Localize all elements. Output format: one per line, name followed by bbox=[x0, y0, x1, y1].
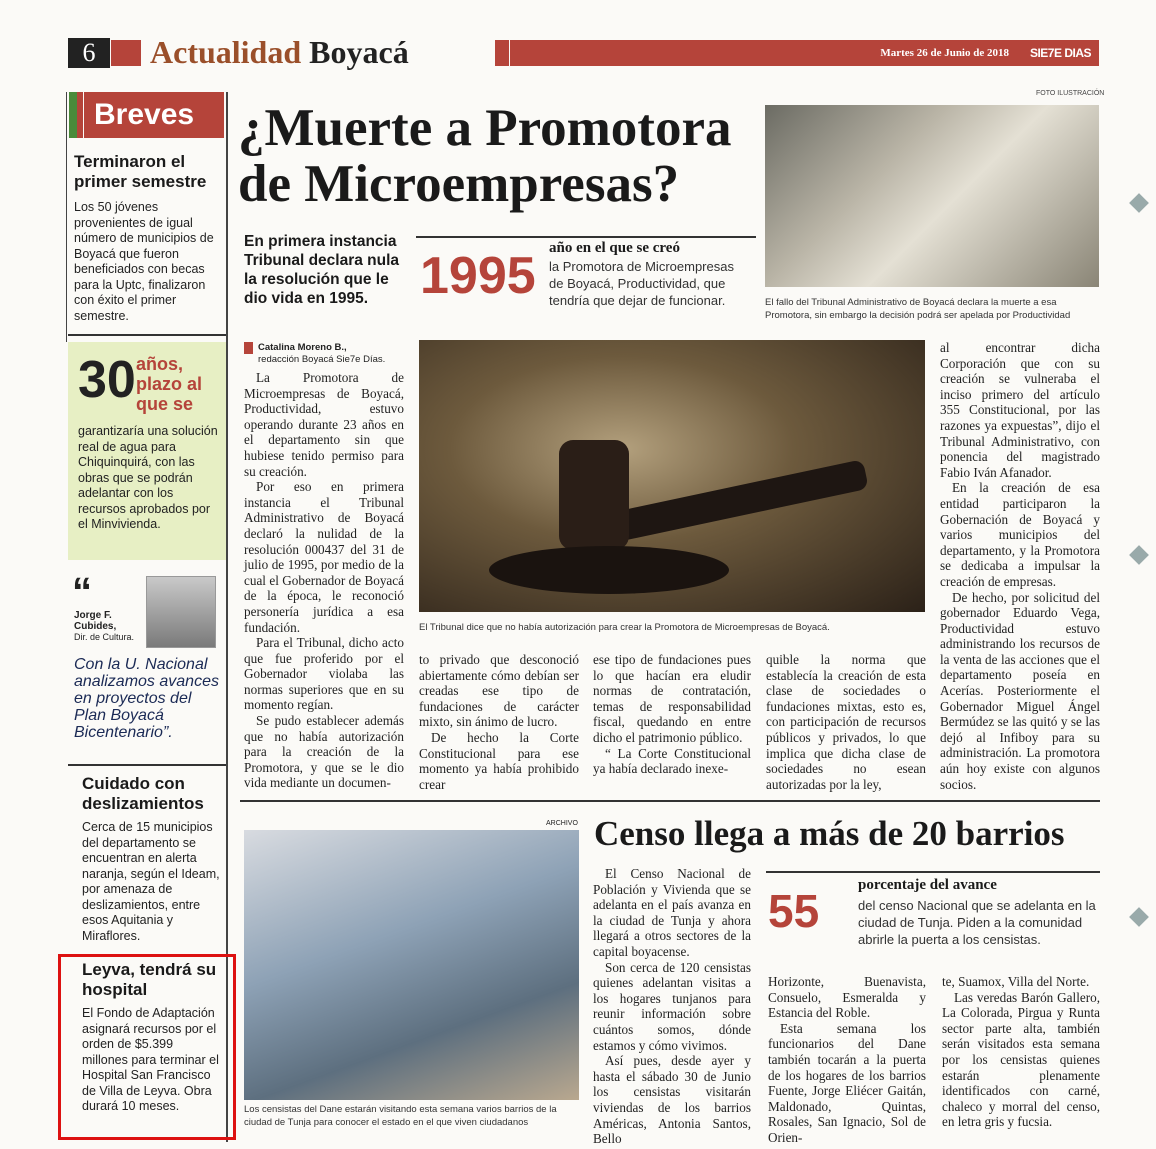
photo3-caption: Los censistas del Dane estarán visitando esta semana varios barrios de la ciudad de Tunja para conocer el estado en el que viven ciudadanos bbox=[244, 1104, 557, 1128]
brief2-number: 30 bbox=[78, 351, 136, 409]
registration-mark bbox=[1129, 545, 1149, 565]
paragraph: quible la norma que establecía la creación de esta clase de sociedades o fundaciones mixtas, esto es, con participación de recursos públicos y privados, lo que implica que dicha clase de sociedades no esean autorizadas por la ley, bbox=[766, 652, 926, 792]
header-accent-bar-2 bbox=[495, 40, 509, 66]
paragraph: Se pudo establecer además que no había autorización para la creación de la Promotora, y que se le dio vida mediante un documen- bbox=[244, 713, 404, 791]
paragraph: Las veredas Barón Gallero, La Colorada, Pirgua y Runta sector parte alta, también serán visitados esta semana por los censistas quienes estarán plenamente identificados con carné, chaleco y morral del censo, en letra gris y fucsia. bbox=[942, 989, 1100, 1130]
brief1-heading: Terminaron el primer semestre bbox=[74, 152, 207, 191]
section-title-a: Actualidad bbox=[150, 34, 302, 70]
registration-mark bbox=[1129, 193, 1149, 213]
byline-name: Catalina Moreno B., bbox=[258, 342, 347, 353]
gavel-icon bbox=[419, 340, 925, 612]
brief1-body: Los 50 jóvenes provenientes de igual número de municipios de Boyacá que fueron beneficiados con becas para la Uptc, finalizaron con éxito el primer semestre. bbox=[74, 200, 214, 323]
paragraph: Horizonte, Buenavista, Consuelo, Esmeralda y Estancia del Roble. bbox=[768, 974, 926, 1021]
photo-credit: ARCHIVO bbox=[546, 820, 578, 827]
author-photo bbox=[146, 576, 216, 648]
paragraph: te, Suamox, Villa del Norte. bbox=[942, 974, 1090, 989]
paragraph: Por eso en primera instancia el Tribunal Administrativo de Boyacá declaró la nulidad de la resolución 000437 del 31 de julio de 1995, por medio de la cual el Gobernador de Boyacá de la época, le reconoció personería jurídica a esa fundación. bbox=[244, 479, 404, 635]
header-accent-bar bbox=[111, 40, 141, 66]
paragraph: “ La Corte Constitucional ya había declarado inexe- bbox=[593, 745, 751, 777]
brief4-body: El Fondo de Adaptación asignará recursos por el orden de $5.399 millones para terminar el Hospital San Francisco de Villa de Leyva. Obra durará 10 meses. bbox=[82, 1006, 219, 1113]
story1-col4 bbox=[766, 652, 926, 792]
stat-desc: la Promotora de Microempresas de Boyacá, Productividad, que tendría que dejar de funcionar. bbox=[549, 259, 734, 308]
paragraph: ese tipo de fundaciones pues lo que hacían era eludir normas de contratación, temas de responsabilidad fiscal, quedando en entre dicho el patrimonio público. bbox=[593, 652, 751, 745]
photo2-caption: El Tribunal dice que no había autorización para crear la Promotora de Microempresas de Boyacá. bbox=[419, 622, 830, 633]
brief2-label: años, plazo al que se bbox=[136, 354, 203, 414]
brief3-body: Cerca de 15 municipios del departamento se encuentran en alerta naranja, según el Ideam, por amenaza de deslizamientos, entre esos Aquitania y Miraflores. bbox=[82, 820, 220, 943]
quote-text: Con la U. Nacional analizamos avances en proyectos del Plan Boyacá Bicentenario”. bbox=[74, 656, 219, 741]
paragraph: El Censo Nacional de Población y Vivienda que se adelanta en el país avanza en la ciudad de Tunja y ahora llegará a otros sectores de la capital boyacense. bbox=[593, 866, 751, 959]
sidebar-left-rule bbox=[66, 92, 67, 342]
quote-role: Dir. de Cultura. bbox=[74, 632, 135, 642]
census-photo bbox=[244, 830, 579, 1100]
stat-label: porcentaje del avance bbox=[858, 877, 997, 893]
date-bar bbox=[510, 40, 1099, 66]
paragraph: Esta semana los funcionarios del Dane también tocarán a la puerta de los hogares de los barrios Fuente, Jorge Eliécer Gaitán, Maldonado, Quintas, Rosales, San Ignacio, Sol de Orien- bbox=[768, 1020, 926, 1145]
story2-col2 bbox=[768, 974, 926, 1146]
paragraph: De hecho la Corte Constitucional para ese momento ya había prohibido crear bbox=[419, 729, 579, 792]
photo-credit: FOTO ILUSTRACIÓN bbox=[1036, 90, 1105, 97]
brief4-heading: Leyva, tendrá su hospital bbox=[82, 960, 217, 999]
byline bbox=[258, 342, 428, 366]
quote-author: Jorge F. Cubides, bbox=[74, 610, 117, 632]
stat-number-1995: 1995 bbox=[420, 247, 536, 305]
paragraph: to privado que desconoció abiertamente cómo debían ser creadas ese tipo de fundaciones de carácter mixto, sin ánimo de lucro. bbox=[419, 652, 579, 730]
brand-logo: SIE7E DIAS bbox=[1029, 46, 1091, 60]
breves-title: Breves bbox=[84, 92, 224, 138]
breves-flag-green bbox=[69, 92, 77, 138]
brief3-heading: Cuidado con deslizamientos bbox=[82, 774, 204, 813]
story2-col1 bbox=[593, 866, 751, 1147]
story1-col1 bbox=[244, 370, 404, 791]
divider bbox=[68, 764, 226, 766]
story1-col3 bbox=[593, 652, 751, 777]
paragraph: al encontrar dicha Corporación que con su creación se vulneraba el inciso primero del artículo 355 Constitucional, por las razones ya expuestas”, dijo el Tribunal Administrativo, con ponencia del magistrado Fabio Iván Afanador. bbox=[940, 340, 1100, 480]
paragraph: De hecho, por solicitud del gobernador Eduardo Vega, Productividad estuvo administrando los recursos de la venta de las acciones que el departamento poseía en Acerías. Posteriormente el Gobernador Miguel Ángel Bermúdez se las quitó y se las dejó al Infiboy para su administración. La promotora aún hoy existe con algunos socios. bbox=[940, 589, 1100, 792]
section-title-b: Boyacá bbox=[309, 34, 409, 70]
courtroom-photo bbox=[765, 105, 1099, 287]
paragraph: Así pues, desde ayer y hasta el sábado 30 de Junio los censistas visitarán viviendas de los barrios Américas, Antonia Santos, Bello bbox=[593, 1053, 751, 1147]
quote-mark-icon: “ bbox=[72, 570, 92, 614]
story1-headline: ¿Muerte a Promotora de Microempresas? bbox=[238, 99, 732, 213]
stat-rule bbox=[766, 871, 1100, 873]
divider bbox=[68, 334, 226, 336]
byline-marker bbox=[244, 342, 253, 354]
stat-desc: del censo Nacional que se adelanta en la ciudad de Tunja. Piden a la comunidad abrirle la puerta a los censistas. bbox=[858, 898, 1096, 947]
paragraph: En la creación de esa entidad participaron la Gobernación de Boyacá y varios municipios del departamento, y la Promotora se dedicaba a impulsar la creación de empresas. bbox=[940, 480, 1100, 589]
registration-mark bbox=[1129, 907, 1149, 927]
paragraph: Para el Tribunal, dicho acto que fue proferido por el Gobernador violaba las normas superiores que en su momento regían. bbox=[244, 635, 404, 713]
section-title bbox=[150, 34, 409, 71]
story1-col5 bbox=[940, 340, 1100, 792]
breves-flag-red bbox=[77, 92, 83, 138]
page-number: 6 bbox=[68, 38, 110, 68]
stat-rule bbox=[416, 236, 756, 238]
paragraph: La Promotora de Microempresas de Boyacá, Productividad, estuvo operando durante 23 años en el departamento sin que hubiese tenido permiso para su creación. bbox=[244, 370, 404, 479]
photo1-caption: El fallo del Tribunal Administrativo de Boyacá declara la muerte a esa Promotora, sin embargo la decisión podrá ser apelada por Productividad bbox=[765, 297, 1071, 321]
story2-headline: Censo llega a más de 20 barrios bbox=[594, 814, 1065, 853]
story1-col2 bbox=[419, 652, 579, 792]
paragraph: Son cerca de 120 censistas quienes adelantan visitas a los hogares tunjanos para reunir información sobre cuántos somos, dónde estamos y cómo vivimos. bbox=[593, 959, 751, 1053]
stat-number-55: 55 bbox=[768, 885, 820, 937]
section-divider bbox=[240, 800, 1100, 802]
story2-col3 bbox=[942, 974, 1100, 1130]
story1-dek: En primera instancia Tribunal declara nula la resolución que le dio vida en 1995. bbox=[244, 233, 400, 307]
gavel-photo bbox=[419, 340, 925, 612]
issue-date: Martes 26 de Junio de 2018 bbox=[880, 47, 1009, 59]
stat-label: año en el que se creó bbox=[549, 240, 680, 256]
brief2-body: garantizaría una solución real de agua para Chiquinquirá, con las obras que se podrán adelantar con los recursos aprobados por el Minvivienda. bbox=[78, 424, 218, 531]
byline-role: redacción Boyacá Sie7e Días. bbox=[258, 354, 386, 365]
